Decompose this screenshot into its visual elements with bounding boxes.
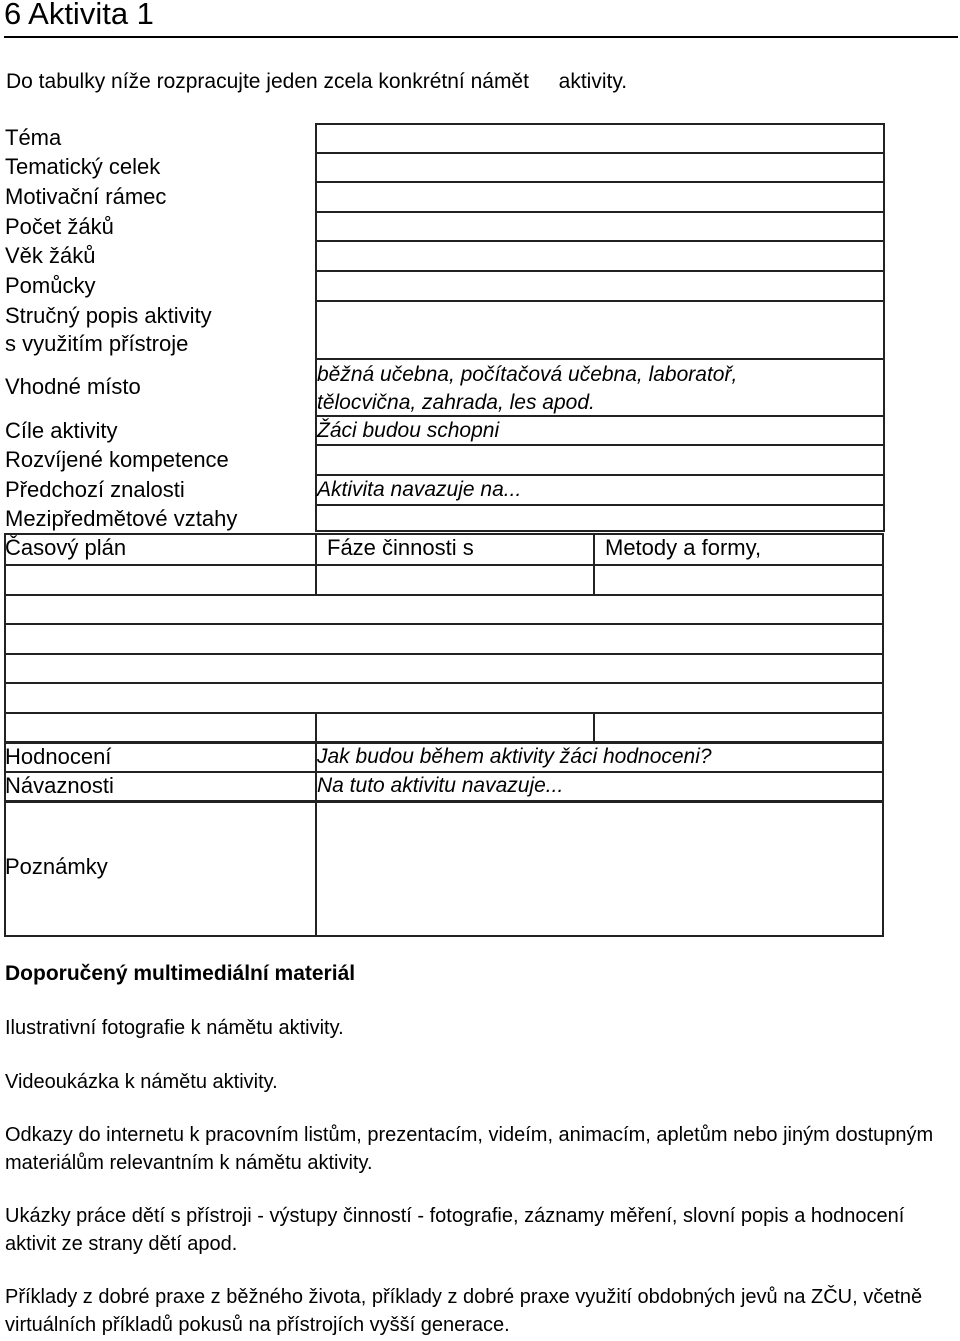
title-underline [4,36,958,38]
label-pomucky: Pomůcky [5,273,96,298]
label-vek-zaku: Věk žáků [5,243,96,268]
divider [315,504,885,506]
divider [4,594,884,596]
divider [315,152,885,154]
intro-text [6,70,627,94]
value-navaznosti: Na tuto aktivitu navazuje... [317,774,564,797]
label-poznamky: Poznámky [5,854,108,879]
recommended-item: Odkazy do internetu k pracovním listům, prezentacím, videím, animacím, apletům nebo jiným dostupným materiálům relevantním k námětu aktivity. [5,1124,934,1174]
value-vhodne-misto-line2: tělocvična, zahrada, les apod. [317,391,595,414]
label-navaznosti: Návaznosti [5,773,114,798]
label-tematicky-celek: Tematický celek [5,154,161,179]
value-cile-aktivity: Žáci budou schopni [317,419,500,442]
intro-text-part2: aktivity. [558,70,628,93]
divider [315,300,885,302]
divider [4,564,884,566]
divider [315,181,885,183]
label-cile-aktivity: Cíle aktivity [5,418,118,443]
label-motivacni-ramec: Motivační rámec [5,184,167,209]
recommended-item: Ilustrativní fotografie k námětu aktivity. [5,1017,344,1039]
label-rozvijene-kompetence: Rozvíjené kompetence [5,447,229,472]
recommended-item: Ukázky práce dětí s přístroji - výstupy činností - fotografie, záznamy měření, slovní popis a hodnocení aktivit ze strany dětí apod. [5,1205,905,1255]
divider [315,270,885,272]
label-tema: Téma [5,125,62,150]
label-vhodne-misto: Vhodné místo [5,374,141,399]
plan-col-metody: Metody a formy, [605,535,762,560]
label-strucny-popis-line2: s využitím přístroje [5,331,189,356]
label-predchozi-znalosti: Předchozí znalosti [5,477,185,502]
divider [4,712,884,714]
divider [593,712,595,743]
value-predchozi-znalosti: Aktivita navazuje na... [317,478,522,501]
plan-col-casovy-plan: Časový plán [5,535,127,560]
divider [4,653,884,655]
divider [4,623,884,625]
divider [4,682,884,684]
form-value-column[interactable] [315,123,885,532]
recommended-item: Videoukázka k námětu aktivity. [5,1071,278,1093]
value-hodnoceni: Jak budou během aktivity žáci hodnoceni? [317,745,712,768]
divider [315,211,885,213]
label-mezipredmetove-vztahy: Mezipředmětové vztahy [5,506,238,531]
recommended-item: Příklady z dobré praxe z běžného života, příklady z dobré praxe využití obdobných jevů na ZČU, včetně virtuálních příkladů pokusů na přístrojích vyšší generace. [5,1286,923,1336]
page-title: 6 Aktivita 1 [4,0,154,31]
label-hodnoceni: Hodnocení [5,744,112,769]
divider [315,240,885,242]
plan-col-faze: Fáze činnosti s [327,535,474,560]
recommended-title: Doporučený multimediální materiál [5,962,356,985]
label-strucny-popis: Stručný popis aktivity [5,303,212,328]
divider [315,801,317,937]
value-vhodne-misto: běžná učebna, počítačová učebna, laboratoř, [317,363,738,386]
notes-box[interactable] [4,801,884,937]
label-pocet-zaku: Počet žáků [5,214,114,239]
divider [315,712,317,743]
intro-text-part1: Do tabulky níže rozpracujte jeden zcela konkrétní námět [6,70,529,93]
